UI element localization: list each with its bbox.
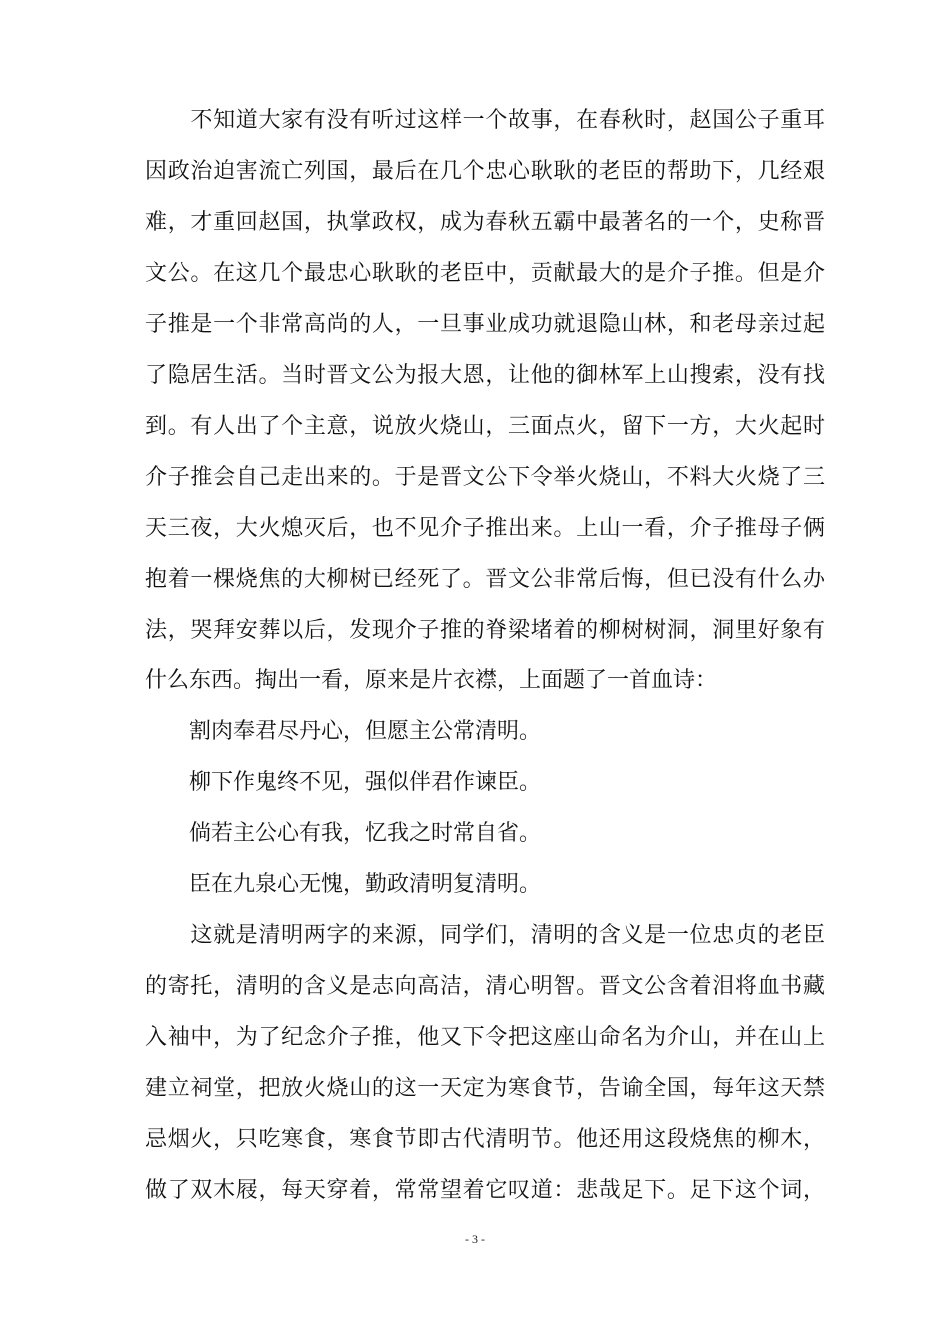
text-line: 子推是一个非常高尚的人，一旦事业成功就退隐山林，和老母亲过起 — [145, 312, 825, 337]
text-line: 了隐居生活。当时晋文公为报大恩，让他的御林军上山搜索，没有找 — [145, 363, 825, 388]
text-line: 文公。在这几个最忠心耿耿的老臣中，贡献最大的是介子推。但是介 — [145, 261, 825, 286]
poem-line: 倘若主公心有我，忆我之时常自省。 — [145, 821, 542, 846]
text-line: 不知道大家有没有听过这样一个故事，在春秋时，赵国公子重耳 — [145, 108, 825, 133]
text-line: 介子推会自己走出来的。于是晋文公下令举火烧山，不料大火烧了三 — [145, 465, 825, 490]
text-line: 天三夜，大火熄灭后，也不见介子推出来。上山一看，介子推母子俩 — [145, 516, 825, 541]
text-line: 难，才重回赵国，执掌政权，成为春秋五霸中最著名的一个，史称晋 — [145, 210, 825, 235]
text-line: 入袖中，为了纪念介子推，他又下令把这座山命名为介山，并在山上 — [145, 1025, 825, 1050]
text-line: 到。有人出了个主意，说放火烧山，三面点火，留下一方，大火起时 — [145, 414, 825, 439]
page-number: - 3 - — [465, 1232, 485, 1246]
poem-line: 割肉奉君尽丹心，但愿主公常清明。 — [145, 719, 542, 744]
text-line: 的寄托，清明的含义是志向高洁，清心明智。晋文公含着泪将血书藏 — [145, 974, 825, 999]
text-line: 什么东西。掏出一看，原来是片衣襟，上面题了一首血诗： — [145, 668, 718, 693]
poem-line: 臣在九泉心无愧，勤政清明复清明。 — [145, 872, 542, 897]
text-line: 抱着一棵烧焦的大柳树已经死了。晋文公非常后悔，但已没有什么办 — [145, 567, 825, 592]
text-line: 因政治迫害流亡列国，最后在几个忠心耿耿的老臣的帮助下，几经艰 — [145, 159, 825, 184]
text-line: 建立祠堂，把放火烧山的这一天定为寒食节，告谕全国，每年这天禁 — [145, 1076, 825, 1101]
text-line: 这就是清明两字的来源，同学们，清明的含义是一位忠贞的老臣 — [145, 923, 825, 948]
poem-line: 柳下作鬼终不见，强似伴君作谏臣。 — [145, 770, 542, 795]
text-line: 法，哭拜安葬以后，发现介子推的脊梁堵着的柳树树洞，洞里好象有 — [145, 618, 825, 643]
text-line: 做了双木屐，每天穿着，常常望着它叹道：悲哉足下。足下这个词， — [145, 1178, 825, 1203]
text-line: 忌烟火，只吃寒食，寒食节即古代清明节。他还用这段烧焦的柳木， — [145, 1127, 825, 1152]
